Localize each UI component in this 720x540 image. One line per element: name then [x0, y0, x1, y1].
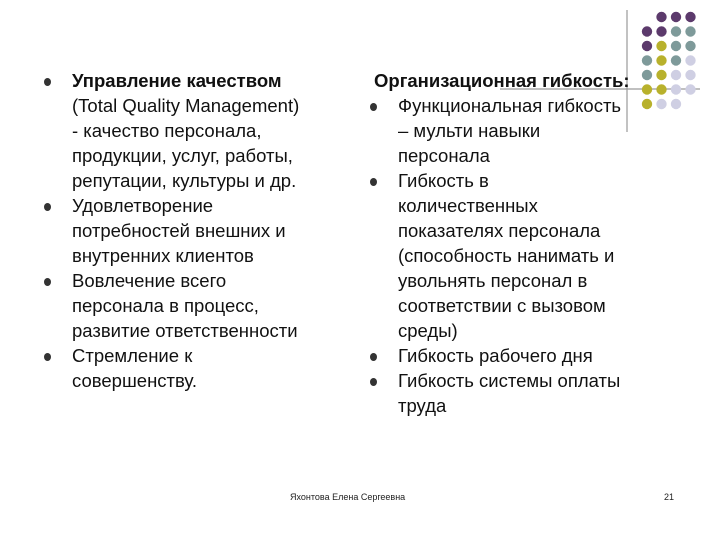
involvement-line-3: развитие ответственности: [72, 320, 298, 341]
decorative-dot: [685, 41, 695, 51]
footer-author: Яхонтова Елена Сергеевна: [290, 492, 406, 502]
decorative-dot: [685, 84, 695, 94]
bullet-item-tqm: [44, 68, 344, 193]
right-column-heading: Организационная гибкость:: [374, 70, 630, 91]
bullet-item-excellence: [44, 343, 344, 393]
customer-line-1: Удовлетворение: [72, 195, 214, 216]
quantitative-line-2: количественных: [398, 195, 538, 216]
functional-line-2: – мульти навыки: [398, 120, 541, 141]
decorative-dot: [642, 55, 652, 65]
involvement-line-2: персонала в процесс,: [72, 295, 259, 316]
decorative-dot: [656, 26, 666, 36]
decorative-dot: [685, 55, 695, 65]
tqm-line-3: продукции, услуг, работы,: [72, 145, 293, 166]
decorative-dot: [642, 41, 652, 51]
left-column: [44, 68, 344, 393]
involvement-line-1: Вовлечение всего: [72, 270, 227, 291]
bullet-item-pay-flexibility: [370, 368, 680, 418]
quantitative-line-6: соответствии с вызовом: [398, 295, 606, 316]
customer-line-3: внутренних клиентов: [72, 245, 254, 266]
right-column: [370, 68, 680, 418]
quantitative-line-4: (способность нанимать и: [398, 245, 615, 266]
footer-page-number: 21: [664, 492, 675, 502]
quantitative-line-7: среды): [398, 320, 458, 341]
left-bullet-list: [44, 68, 344, 393]
functional-line-3: персонала: [398, 145, 490, 166]
decorative-dot: [656, 12, 666, 22]
decorative-dot: [685, 70, 695, 80]
bullet-item-quantitative-flexibility: [370, 168, 680, 343]
decorative-dot: [671, 12, 681, 22]
customer-line-2: потребностей внешних и: [72, 220, 286, 241]
tqm-line-2: - качество персонала,: [72, 120, 262, 141]
tqm-line-4: репутации, культуры и др.: [72, 170, 297, 191]
decorative-dot: [685, 26, 695, 36]
bullet-item-workday-flexibility: [370, 343, 680, 368]
decorative-dot: [685, 12, 695, 22]
pay-line-1: Гибкость системы оплаты: [398, 370, 621, 391]
quantitative-line-5: увольнять персонал в: [398, 270, 588, 291]
decorative-dot: [656, 41, 666, 51]
bullet-item-customer-satisfaction: [44, 193, 344, 268]
tqm-title: Управление качеством: [72, 70, 282, 91]
bullet-item-involvement: [44, 268, 344, 343]
quantitative-line-1: Гибкость в: [398, 170, 489, 191]
excellence-line-2: совершенству.: [72, 370, 197, 391]
excellence-line-1: Стремление к: [72, 345, 193, 366]
decorative-dot: [671, 26, 681, 36]
functional-line-1: Функциональная гибкость: [398, 95, 622, 116]
decorative-dot: [656, 55, 666, 65]
quantitative-line-3: показателях персонала: [398, 220, 601, 241]
pay-line-2: труда: [398, 395, 447, 416]
right-bullet-list: [370, 93, 680, 418]
tqm-line-1: (Total Quality Management): [72, 95, 300, 116]
decorative-dot: [671, 55, 681, 65]
workday-line-1: Гибкость рабочего дня: [398, 345, 593, 366]
decorative-dot: [642, 26, 652, 36]
bullet-item-functional-flexibility: [370, 93, 680, 168]
decorative-dot: [671, 41, 681, 51]
